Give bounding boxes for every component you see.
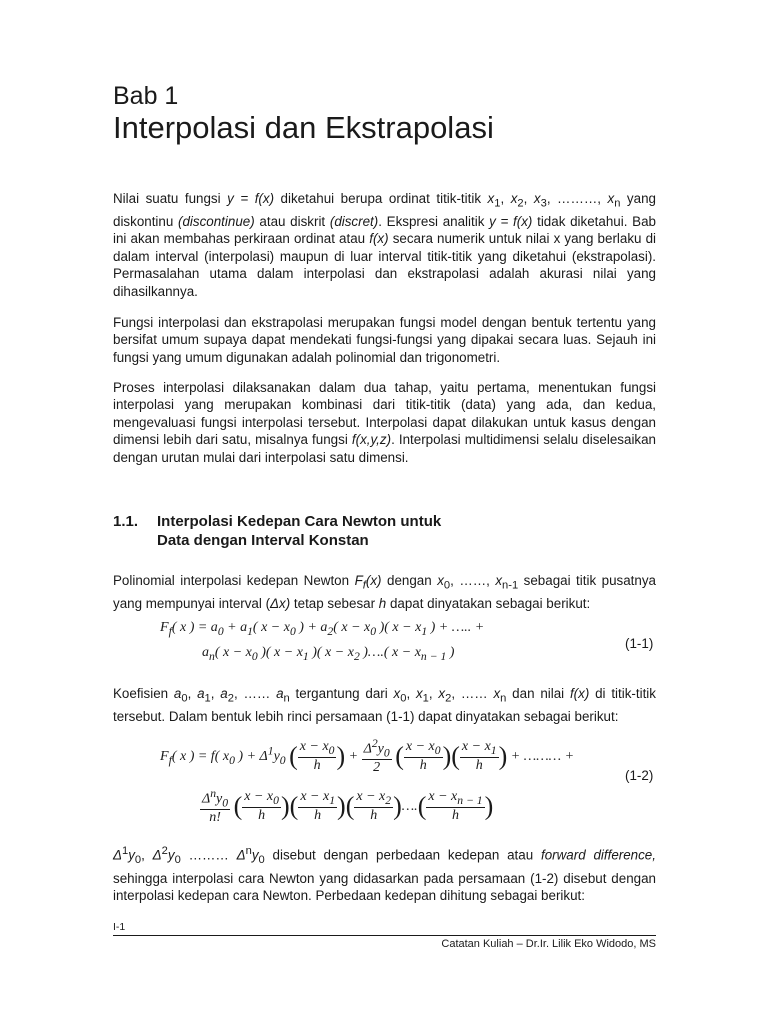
intro-paragraph-2: Fungsi interpolasi dan ekstrapolasi merupakan fungsi model dengan bentuk tertentu yang bersifat umum supaya dapat mendekati fungsi-fungsi yang dipakai secara luas. Sejauh ini fungsi yang umum digunakan adalah polinomial dan trigonometri. [113,315,656,365]
section-title-line2: Data dengan Interval Konstan [157,532,369,549]
section-paragraph-2: Koefisien $a_0$, $a_1$, $a_2$, …… $a_n$ tergantung dari $x_0$, $x_1$, $x_2$, …… $x_n$ dan nilai f(x) di titik-titik tersebut. Dalam bentuk lebih rinci persamaan (1-1) dapat dinyatakan sebagai berikut: [113,686,656,725]
section-title-line1: Interpolasi Kedepan Cara Newton untuk [157,513,442,530]
page-number: I-1 [113,921,126,933]
equation-1-2-line1: $F_f$( x ) = f( $x_0$ ) + $\Delta^1y_0$ ( $\frac{x - x_0}{h}$ ) + $\frac{\Delta^2y_0}{2}$ ( $\frac{x - x_0}{h}$ )( $\frac{x - x_1}{h}$ ) + ……… + [160,737,575,776]
section-paragraph-3: $\Delta^1y_0$, $\Delta^2y_0$ ……… $\Delta^ny_0$ disebut dengan perbedaan kedepan atau forward difference, sehingga interpolasi cara Newton yang didasarkan pada persamaan (1-2) disebut dengan interpolasi kedepan cara Newton. Perbedaan kedepan dihitung sebagai berikut: [113,845,656,903]
intro-paragraph-3: Proses interpolasi dilaksanakan dalam dua tahap, yaitu pertama, menentukan fungsi interpolasi yang merupakan kombinasi dari titik-titik (data) yang ada, dan kedua, mengevaluasi fungsi interpolasi tersebut. Interpolasi dapat dilakukan untuk kasus dengan dimensi lebih dari satu, misalnya fungsi f(x,y,z). Interpolasi multidimensi selalu diselesaikan dengan urutan mulai dari interpolasi satu dimensi. [113,380,657,465]
section-number: 1.1. [113,513,139,530]
section-heading [113,512,441,550]
chapter-title: Interpolasi dan Ekstrapolasi [113,110,494,145]
footer-rule [113,935,656,936]
chapter-number: Bab 1 [113,82,179,110]
equation-1-1-line1: $F_f$( x ) = $a_0 + a_1$( $x - x_0$ ) + $a_2$( $x - x_0$ )( $x - x_1$ ) + ….. + [160,620,485,638]
footer-credit: Catatan Kuliah – Dr.Ir. Lilik Eko Widodo, MS [441,938,656,950]
equation-1-2-number: (1-2) [625,768,654,783]
equation-1-1-line2: $a_n$( $x - x_0$ )( $x - x_1$ )( $x - x_2$ )….( $x - x_{n - 1}$ ) [202,645,455,663]
equation-1-1-number: (1-1) [625,636,654,651]
intro-paragraph-1: Nilai suatu fungsi y = f(x) diketahui berupa ordinat titik-titik $x_1$, $x_2$, $x_3$, ………, $x_n$ yang diskontinu (discontinue) atau diskrit (discret). Ekspresi analitik y = f(x) tidak diketahui. Bab ini akan membahas perkiraan ordinat atau f(x) secara numerik untuk nilai x yang berlaku di dalam interval (interpolasi) maupun di luar interval titik-titik yang diketahui (ekstrapolasi). Permasalahan utama dalam interpolasi dan ekstrapolasi adalah akurasi nilai yang dihasilkannya. [113,191,657,299]
section-paragraph-1: Polinomial interpolasi kedepan Newton $F_f(x)$ dengan $x_0$, ……, $x_{n-1}$ sebagai titik pusatnya yang mempunyai interval (Δx) tetap sebesar h dapat dinyatakan sebagai berikut: [113,573,656,612]
equation-1-2-line2: $\frac{\Delta^ny_0}{n!}$ ( $\frac{x - x_0}{h}$ )( $\frac{x - x_1}{h}$ )( $\frac{x - x_2}{h}$ )….( $\frac{x - x_{n - 1}}{h}$ ) [202,787,494,826]
